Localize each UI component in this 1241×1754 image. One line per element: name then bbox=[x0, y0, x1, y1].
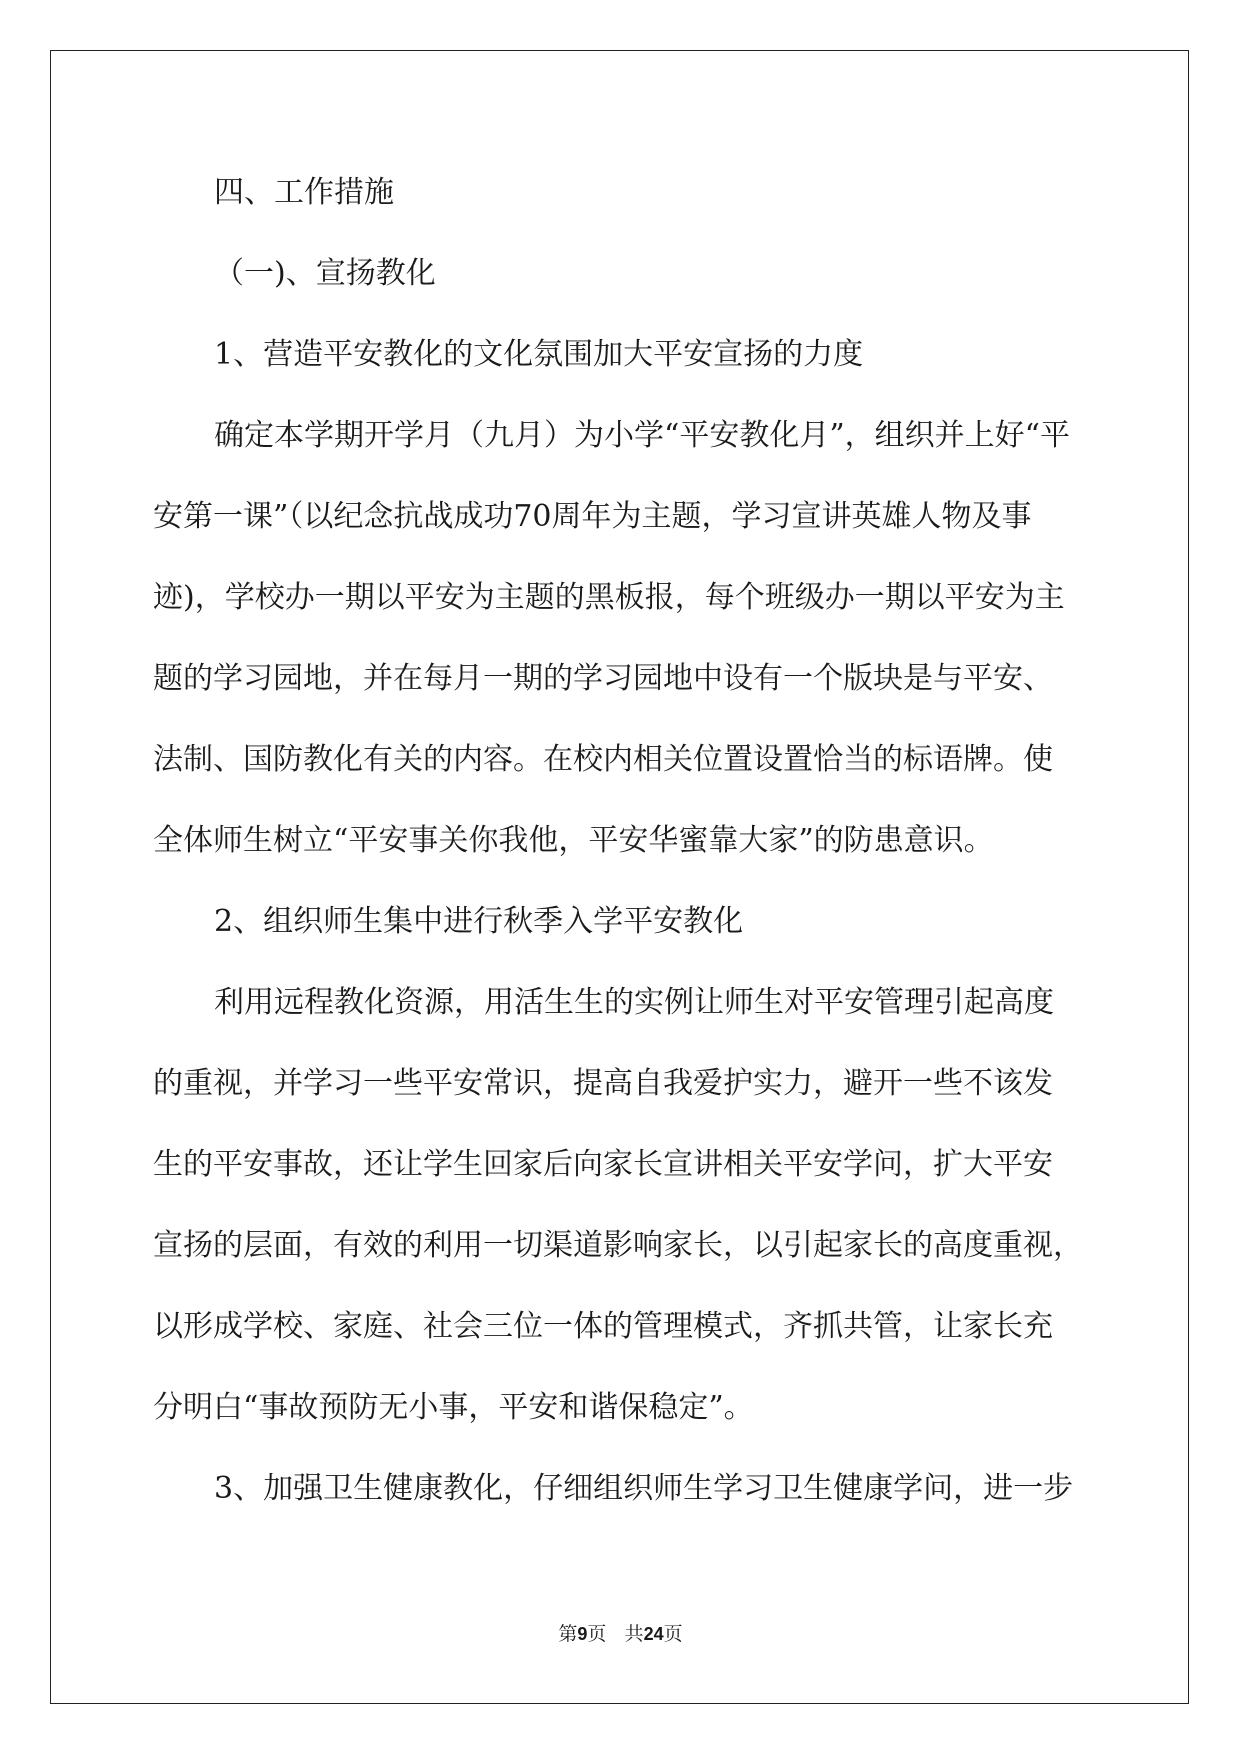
section-heading: 四、工作措施 bbox=[214, 175, 394, 210]
paragraph-line: 全体师生树立“平安事关你我他，平安华蜜靠大家”的防患意识。 bbox=[153, 823, 994, 858]
paragraph-line: 法制、国防教化有关的内容。在校内相关位置设置恰当的标语牌。使 bbox=[153, 742, 1053, 777]
footer-total-suffix: 页 bbox=[663, 1623, 683, 1645]
page-footer bbox=[0, 1622, 1241, 1646]
paragraph-line: 宣扬的层面，有效的利用一切渠道影响家长，以引起家长的高度重视， bbox=[153, 1228, 1083, 1263]
document-body bbox=[153, 163, 1090, 1540]
item-heading: 1、营造平安教化的文化氛围加大平安宣扬的力度 bbox=[214, 337, 864, 372]
paragraph-line: 的重视，并学习一些平安常识，提高自我爱护实力，避开一些不该发 bbox=[153, 1066, 1053, 1101]
paragraph-line: 迹)，学校办一期以平安为主题的黑板报，每个班级办一期以平安为主 bbox=[153, 580, 1065, 615]
paragraph-line: 生的平安事故，还让学生回家后向家长宣讲相关平安学问，扩大平安 bbox=[153, 1147, 1053, 1182]
paragraph-line: 利用远程教化资源，用活生生的实例让师生对平安管理引起高度 bbox=[214, 985, 1054, 1020]
paragraph-line: 3、加强卫生健康教化，仔细组织师生学习卫生健康学问，进一步 bbox=[214, 1471, 1074, 1506]
paragraph-line: 以形成学校、家庭、社会三位一体的管理模式，齐抓共管，让家长充 bbox=[153, 1309, 1053, 1344]
item-heading: 2、组织师生集中进行秋季入学平安教化 bbox=[214, 904, 744, 939]
subsection-heading: （一)、宣扬教化 bbox=[214, 256, 436, 291]
paragraph-line: 分明白“事故预防无小事，平安和谐保稳定”。 bbox=[153, 1390, 754, 1425]
current-page-number: 9 bbox=[577, 1624, 588, 1644]
footer-total-prefix: 共 bbox=[624, 1623, 644, 1645]
total-page-count: 24 bbox=[643, 1624, 664, 1644]
paragraph-line: 确定本学期开学月（九月）为小学“平安教化月”，组织并上好“平 bbox=[214, 418, 1071, 453]
paragraph-line: 安第一课”（以纪念抗战成功70周年为主题，学习宣讲英雄人物及事 bbox=[153, 499, 1032, 534]
paragraph-line: 题的学习园地，并在每月一期的学习园地中设有一个版块是与平安、 bbox=[153, 661, 1053, 696]
footer-prefix: 第 bbox=[558, 1623, 578, 1645]
footer-page-suffix: 页 bbox=[587, 1623, 607, 1645]
